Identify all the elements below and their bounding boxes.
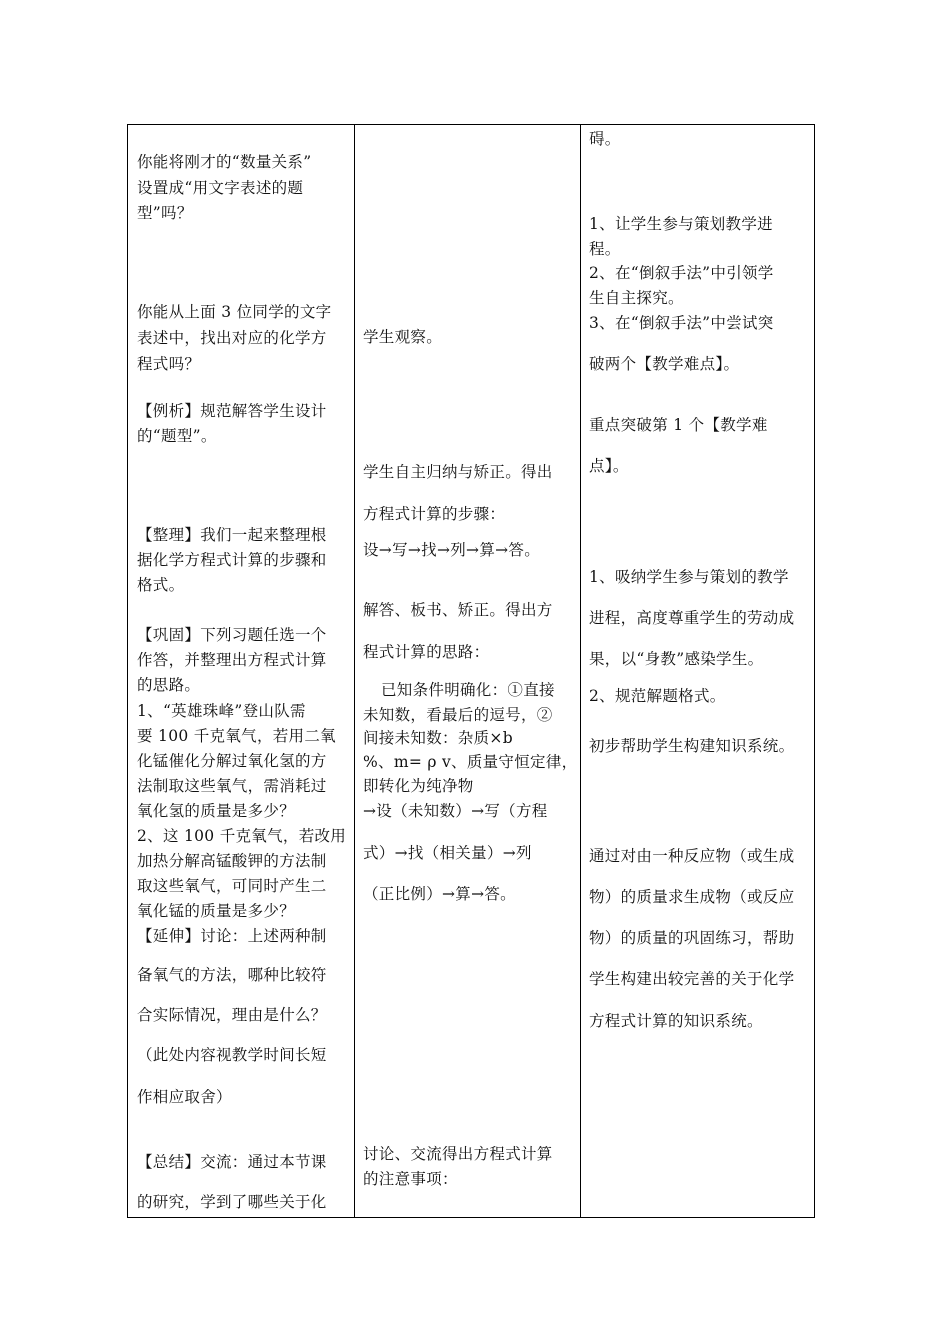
col2-known-line: %、m= ρ v、质量守恒定律， (363, 753, 578, 771)
col1-consolidate-line: 取这些氧气，可同时产生二 (137, 877, 327, 895)
col1-consolidate-line: 1、“英雄珠峰”登山队需 (137, 702, 306, 720)
col2-steps-line: 设→写→找→列→算→答。 (363, 541, 541, 559)
col1-q2-line: 你能从上面 3 位同学的文字 (137, 303, 332, 321)
col1-consolidate-line: 2、这 100 千克氧气，若改用 (137, 827, 347, 845)
col3-adopt-line: 1、吸纳学生参与策划的教学 (589, 568, 789, 586)
col3-top-line: 碍。 (589, 130, 621, 148)
column-divider (354, 125, 355, 1217)
col3-practice-line: 方程式计算的知识系统。 (589, 1012, 763, 1030)
col2-known-line: 即转化为纯净物 (363, 777, 474, 795)
col1-consolidate-line: 氧化锰的质量是多少？ (137, 902, 296, 920)
col1-summary-line: 的研究，学到了哪些关于化 (137, 1193, 327, 1211)
col1-consolidate-line: 加热分解高锰酸钾的方法制 (137, 852, 327, 870)
col1-consolidate-line: 的思路。 (137, 676, 201, 694)
col1-example-line: 的“题型”。 (137, 427, 217, 445)
col1-q2-line: 程式吗？ (137, 355, 201, 373)
col3-practice-line: 学生构建出较完善的关于化学 (589, 970, 795, 988)
col1-q1-line: 你能将刚才的“数量关系” (137, 153, 312, 171)
col1-organize-line: 格式。 (137, 576, 185, 594)
col3-goals-line: 生自主探究。 (589, 289, 684, 307)
col2-flow-line: （正比例）→算→答。 (363, 885, 516, 903)
col2-observe-line: 学生观察。 (363, 328, 443, 346)
col1-extend-line: （此处内容视教学时间长短 (137, 1046, 327, 1064)
col1-consolidate-line: 法制取这些氧气，需消耗过 (137, 777, 327, 795)
col1-consolidate-line: 作答，并整理出方程式计算 (137, 651, 327, 669)
col2-known-line: 已知条件明确化：①直接 (381, 681, 555, 699)
col1-consolidate-line: 要 100 千克氧气，若用二氧 (137, 727, 336, 745)
col3-goals-line: 程。 (589, 240, 621, 258)
col2-discuss-line: 讨论、交流得出方程式计算 (363, 1145, 553, 1163)
col1-organize-line: 据化学方程式计算的步骤和 (137, 551, 327, 569)
col3-practice-line: 物）的质量求生成物（或反应 (589, 888, 795, 906)
col1-q1-line: 设置成“用文字表述的题 (137, 179, 304, 197)
col3-goals-line: 1、让学生参与策划教学进 (589, 215, 773, 233)
col2-steps-line: 方程式计算的步骤： (363, 505, 506, 523)
col1-q1-line: 型”吗？ (137, 204, 193, 222)
col3-adopt-line: 2、规范解题格式。 (589, 687, 726, 705)
col1-consolidate-line: 【巩固】下列习题任选一个 (137, 626, 327, 644)
col1-summary-line: 【总结】交流：通过本节课 (137, 1153, 327, 1171)
col2-flow-line: 式）→找（相关量）→列 (363, 844, 532, 862)
col2-solve-line: 程式计算的思路： (363, 643, 490, 661)
col3-practice-line: 通过对由一种反应物（或生成 (589, 847, 795, 865)
col1-consolidate-line: 化锰催化分解过氧化氢的方 (137, 752, 327, 770)
col3-adopt-line: 初步帮助学生构建知识系统。 (589, 737, 795, 755)
col1-extend-line: 备氧气的方法，哪种比较符 (137, 966, 327, 984)
col3-goals-line: 2、在“倒叙手法”中引领学 (589, 264, 774, 282)
col1-extend-line: 【延伸】讨论：上述两种制 (137, 927, 327, 945)
col2-flow-line: →设（未知数）→写（方程 (363, 802, 548, 820)
col2-solve-line: 解答、板书、矫正。得出方 (363, 601, 553, 619)
col2-known-line: 未知数，看最后的逗号，② (363, 706, 553, 724)
col3-focus-line: 重点突破第 1 个【教学难 (589, 416, 768, 434)
col3-goals-line: 破两个【教学难点】。 (589, 355, 740, 373)
col3-goals-line: 3、在“倒叙手法”中尝试突 (589, 314, 774, 332)
col1-example-line: 【例析】规范解答学生设计 (137, 402, 327, 420)
col1-extend-line: 作相应取舍） (137, 1088, 232, 1106)
col3-focus-line: 点】。 (589, 457, 629, 475)
col3-practice-line: 物）的质量的巩固练习，帮助 (589, 929, 795, 947)
col1-consolidate-line: 氧化氢的质量是多少？ (137, 802, 296, 820)
col1-q2-line: 表述中，找出对应的化学方 (137, 329, 327, 347)
col2-steps-line: 学生自主归纳与矫正。得出 (363, 463, 553, 481)
col2-discuss-line: 的注意事项： (363, 1170, 458, 1188)
col1-extend-line: 合实际情况，理由是什么？ (137, 1006, 327, 1024)
col3-adopt-line: 进程，高度尊重学生的劳动成 (589, 609, 795, 627)
column-divider (580, 125, 581, 1217)
col2-known-line: 间接未知数：杂质×b (363, 729, 513, 747)
col1-organize-line: 【整理】我们一起来整理根 (137, 526, 327, 544)
col3-adopt-line: 果，以“身教”感染学生。 (589, 650, 764, 668)
